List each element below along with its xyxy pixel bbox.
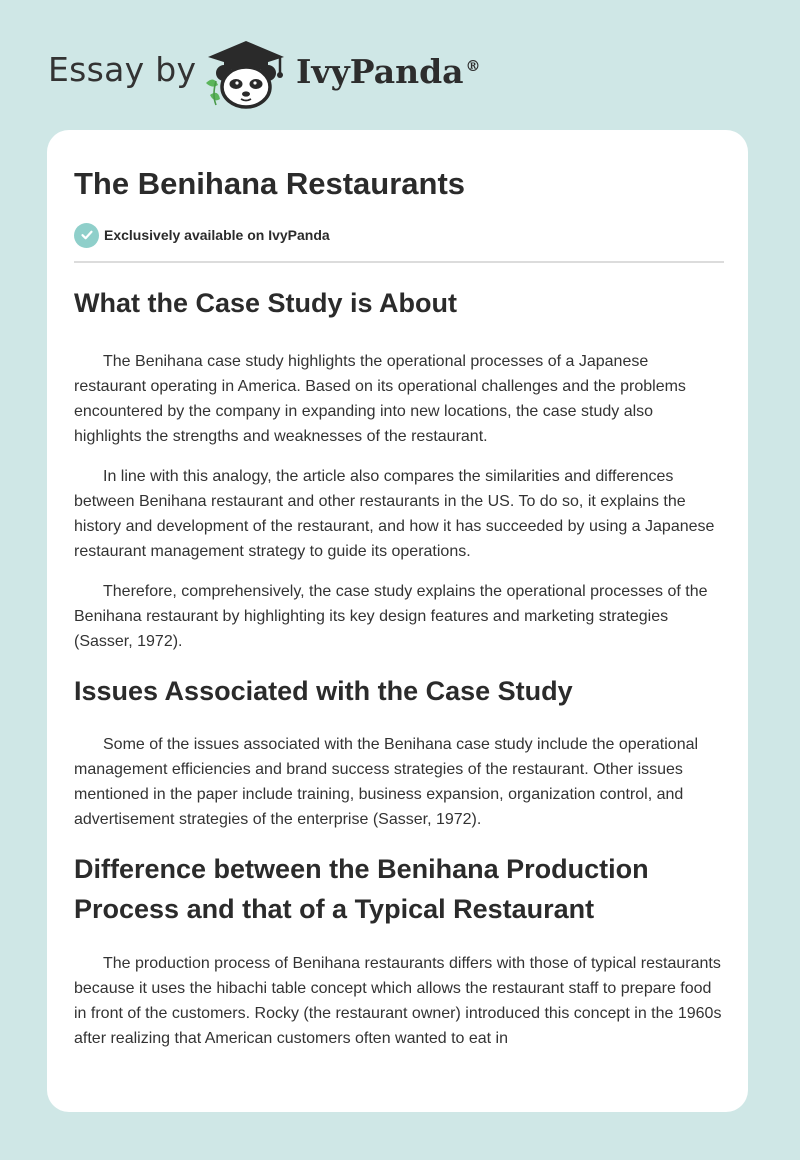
site-header <box>0 0 800 130</box>
paragraph: The production process of Benihana restaurants differs with those of typical restaurants because it uses the hibachi table concept which allows the restaurant staff to prepare food in front of the customers. Rocky (the restaurant owner) introduced this concept in the 1960s after realizing that American customers often wanted to eat in <box>74 955 722 1047</box>
brand-name[interactable] <box>296 52 481 91</box>
ivypanda-logo-icon[interactable] <box>200 37 292 109</box>
exclusive-badge-label: Exclusively available on IvyPanda <box>104 227 330 243</box>
section-heading-about: What the Case Study is About <box>74 288 458 318</box>
essay-card <box>47 130 748 1112</box>
check-circle-icon <box>74 223 99 248</box>
essay-by-label: Essay by <box>48 50 197 89</box>
page-title: The Benihana Restaurants <box>74 166 466 201</box>
paragraph: The Benihana case study highlights the operational processes of a Japanese restaurant operating in America. Based on its operational challenges and the problems encountered by the company in expanding into new locations, the case study also highlights the strengths and weaknesses of the restaurant. <box>74 353 686 445</box>
trademark-symbol: ® <box>465 57 481 75</box>
paragraph: Some of the issues associated with the Benihana case study include the operational management efficiencies and brand success strategies of the restaurant. Other issues mentioned in the paper include training, business expansion, organization control, and advertisement strategies of the enterprise (Sasser, 1972). <box>74 736 699 828</box>
section-heading-issues: Issues Associated with the Case Study <box>74 676 573 706</box>
section-heading-difference: Difference between the Benihana Production Process and that of a Typical Restaurant <box>74 854 649 924</box>
paragraph: Therefore, comprehensively, the case study explains the operational processes of the Benihana restaurant by highlighting its key design features and marketing strategies (Sasser, 1972). <box>74 583 708 650</box>
exclusive-badge <box>74 222 330 248</box>
title-divider <box>74 261 724 263</box>
essay-body <box>74 280 724 1051</box>
brand-text: IvyPanda <box>296 52 464 91</box>
paragraph: In line with this analogy, the article also compares the similarities and differences between Benihana restaurant and other restaurants in the US. To do so, it explains the history and development of the restaurant, and how it has succeeded by using a Japanese restaurant management strategy to guide its operations. <box>74 468 715 560</box>
